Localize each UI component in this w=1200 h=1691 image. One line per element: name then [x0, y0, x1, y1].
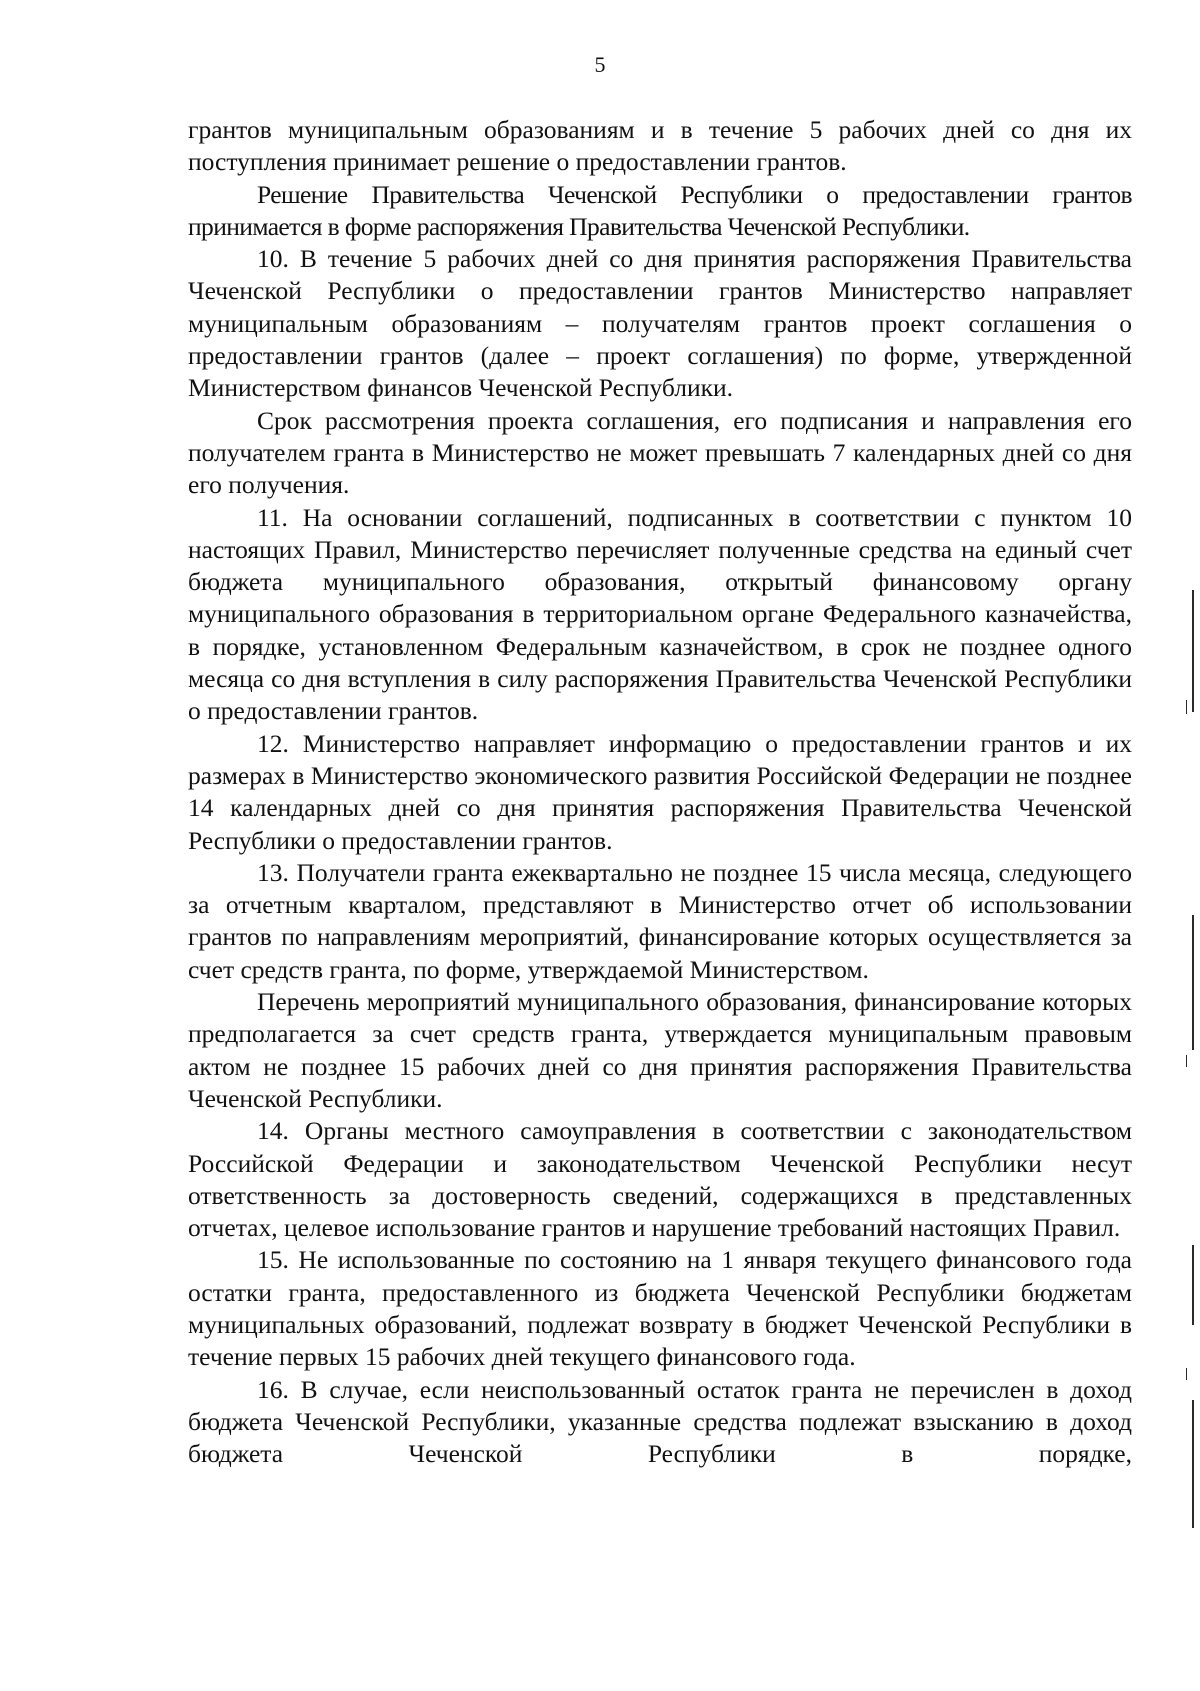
paragraph-clause-11: 11. На основании соглашений, подписанных в соответствии с пунктом 10 настоящих Правил, Министерство перечисляет полученные средства на единый счет бюджета муниципального образования, открытый финансовому органу муниципального образования в территориальном органе Федерального казначейства, в порядке, установленном Федеральным казначейством, в срок не позднее одного месяца со дня вступления в силу распоряжения Правительства Чеченской Республики о предоставлении грантов. — [188, 502, 1132, 726]
scan-edge-mark — [1192, 915, 1194, 1050]
scan-edge-mark — [1186, 1055, 1187, 1067]
paragraph-government-decision: Решение Правительства Чеченской Республики о предоставлении грантов принимается в форме распоряжения Правительства Чеченской Республики. — [188, 179, 1132, 241]
paragraph-clause-14: 14. Органы местного самоуправления в соответствии с законодательством Российской Федерации и законодательством Чеченской Республики несут ответственность за достоверность сведений, содержащихся в представленных отчетах, целевое использование грантов и нарушение требований настоящих Правил. — [188, 1116, 1132, 1243]
paragraph-clause-16: 16. В случае, если неиспользованный остаток гранта не перечислен в доход бюджета Чеченской Республики, указанные средства подлежат взысканию в доход бюджета Чеченской Республики в порядке, — [188, 1374, 1132, 1469]
scan-edge-mark — [1192, 1245, 1194, 1325]
paragraph-agreement-term: Срок рассмотрения проекта соглашения, его подписания и направления его получателем гранта в Министерство не может превышать 7 календарных дней со дня его получения. — [188, 405, 1132, 500]
scan-edge-mark — [1186, 700, 1187, 714]
scan-edge-mark — [1186, 1368, 1187, 1380]
paragraph-activities-list: Перечень мероприятий муниципального образования, финансирование которых предполагается за счет средств гранта, утверждается муниципальным правовым актом не позднее 15 рабочих дней со дня принятия распоряжения Правительства Чеченской Республики. — [188, 987, 1132, 1113]
paragraph-clause-13: 13. Получатели гранта ежеквартально не позднее 15 числа месяца, следующего за отчетным кварталом, представляют в Министерство отчет об использовании грантов по направлениям мероприятий, финансирование которых осуществляется за счет средств гранта, по форме, утверждаемой Министерством. — [188, 857, 1132, 984]
paragraph-continuation: грантов муниципальным образованиям и в течение 5 рабочих дней со дня их поступления принимает решение о предоставлении грантов. — [188, 115, 1132, 177]
paragraph-clause-12: 12. Министерство направляет информацию о предоставлении грантов и их размерах в Министерство экономического развития Российской Федерации не позднее 14 календарных дней со дня принятия распоряжения Правительства Чеченской Республики о предоставлении грантов. — [188, 728, 1132, 855]
scan-edge-mark — [1192, 590, 1194, 712]
paragraph-clause-10: 10. В течение 5 рабочих дней со дня принятия распоряжения Правительства Чеченской Республики о предоставлении грантов Министерство направляет муниципальным образованиям – получателям грантов проект соглашения о предоставлении грантов (далее – проект соглашения) по форме, утвержденной Министерством финансов Чеченской Республики. — [188, 244, 1132, 403]
page-number: 5 — [594, 52, 606, 77]
document-body — [188, 114, 1132, 1470]
paragraph-clause-15: 15. Не использованные по состоянию на 1 января текущего финансового года остатки гранта, предоставленного из бюджета Чеченской Республики бюджетам муниципальных образований, подлежат возврату в бюджет Чеченской Республики в течение первых 15 рабочих дней текущего финансового года. — [188, 1245, 1132, 1372]
scan-edge-mark — [1192, 1400, 1194, 1528]
